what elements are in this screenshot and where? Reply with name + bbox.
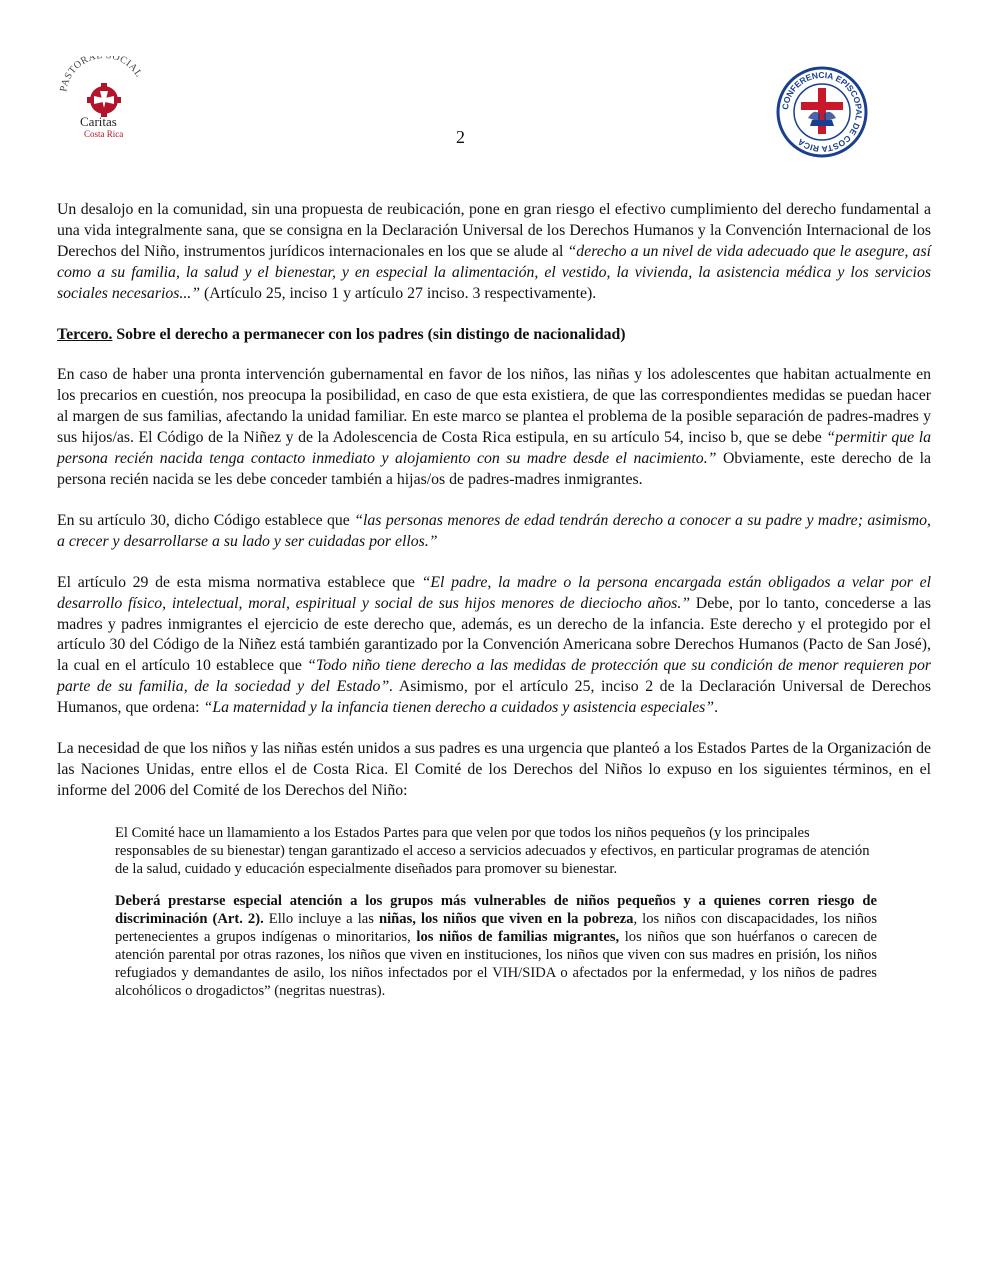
committee-block-quote xyxy=(57,824,931,1000)
quote-paragraph-1: El Comité hace un llamamiento a los Estados Partes para que velen por que todos los niños pequeños (y los principales responsables de su bienestar) tengan garantizado el acceso a servicios adecuados y efectivos, en particular programas de atención de la salud, cuidado y educación especialmente diseñados para promover su bienestar. xyxy=(115,824,870,877)
caritas-name: Caritas xyxy=(80,114,117,129)
section-label: Tercero. xyxy=(57,325,113,343)
caritas-arc-text: PASTORA OCIAL xyxy=(58,56,145,93)
seal-ring-text: CONFERENCIA EPISCOPAL DE COSTA RICA xyxy=(780,69,865,155)
paragraph-right-to-healthy-life: Un desalojo en la comunidad, sin una propuesta de reubicación, pone en gran riesgo el efectivo cumplimiento del derecho fundamental a una vida integralmente sana, que se consigna en la Declaración Universal de los Derechos Humanos y la Convención Internacional de los Derechos del Niño, instrumentos jurídicos internacionales en los que se alude al “derecho a un nivel de vida adecuado que le asegure, así como a su familia, la salud y el bienestar, y en especial la alimentación, el vestido, la vivienda, la asistencia médica y los servicios sociales necesarios...” (Artículo 25, inciso 1 y artículo 27 inciso. 3 respectivamente). xyxy=(57,201,931,302)
quote-article-25: “La maternidad y la infancia tienen derecho a cuidados y asistencia especiales” xyxy=(203,699,715,717)
paragraph-article-29: El artículo 29 de esta misma normativa establece que “El padre, la madre o la persona encargada están obligados a velar por el desarrollo físico, intelectual, moral, espiritual y social de sus hijos menores de dieciocho años.” Debe, por lo tanto, concederse a las madres y padres inmigrantes el ejercicio de este derecho que, además, es un derecho de la infancia. Este derecho y el protegido por el artículo 30 del Código de la Niñez está también garantizado por la Convención Americana sobre Derechos Humanos (Pacto de San José), la cual en el artículo 10 establece que “Todo niño tiene derecho a las medidas de protección que su condición de menor requieren por parte de su familia, de la sociedad y del Estado”. Asimismo, por el artículo 25, inciso 2 de la Declaración Universal de Derechos Humanos, que ordena: “La maternidad y la infancia tienen derecho a cuidados y asistencia especiales”. xyxy=(57,573,932,717)
page-number: 2 xyxy=(456,127,465,147)
document-body xyxy=(57,200,931,1018)
quote-article-29: “El padre, la madre o la persona encargada están obligados a velar por el desarrollo físico, intelectual, moral, espiritual y social de sus hijos menores de dieciocho años.” xyxy=(57,573,932,612)
paragraph-article-30: En su artículo 30, dicho Código establece que “las personas menores de edad tendrán derecho a conocer a su padre y madre; asimismo, a crecer y desarrollarse a su lado y ser cuidadas por ellos.” xyxy=(57,511,932,550)
paragraph-committee-intro: La necesidad de que los niños y las niñas estén unidos a sus padres es una urgencia que planteó a los Estados Partes de la Organización de las Naciones Unidas, entre ellos el de Costa Rica. El Comité de los Derechos del Niños lo expuso en los siguientes términos, en el informe del 2006 del Comité de los Derechos del Niño: xyxy=(57,740,931,799)
quote-udhr-living-standard: “derecho a un nivel de vida adecuado que le asegure, así como a su familia, la salud y el bienestar, y en especial la alimentación, el vestido, la vivienda, la asistencia médica y los servicios sociales necesarios...” xyxy=(57,242,931,302)
quote-article-10: “Todo niño tiene derecho a las medidas de protección que su condición de menor requieren por parte de su familia, de la sociedad y del Estado”. xyxy=(57,657,931,696)
quote-paragraph-2: Deberá prestarse especial atención a los grupos más vulnerables de niños pequeños y a quienes corren riesgo de discriminación (Art. 2). Ello incluye a las niñas, los niños que viven en la pobreza, los niños con discapacidades, los niños pertenecientes a grupos indígenas o minoritarios, los niños de familias migrantes, los niños que son huérfanos o carecen de atención parental por otras razones, los niños que viven en instituciones, los niños que viven con sus madres en prisión, los niños refugiados y demandantes de asilo, los niños infectados por el VIH/SIDA o afectados por la enfermedad, y los niños de padres alcohólicos o drogadictos” (negritas nuestras). xyxy=(115,892,877,999)
caritas-country: Costa Rica xyxy=(84,129,124,139)
paragraph-family-unity: En caso de haber una pronta intervención gubernamental en favor de los niños, las niñas y los adolescentes que habitan actualmente en los precarios en cuestión, nos preocupa la posibilidad, en caso de que esta existiera, de que las correspondientes medidas se puedan hacer al margen de sus familias, afectando la unidad familiar. En este marco se plantea el problema de la posible separación de padres-madres y sus hijos/as. El Código de la Niñez y de la Adolescencia de Costa Rica estipula, en su artículo 54, inciso b, que se debe “permitir que la persona recién nacida tenga contacto inmediato y alojamiento con su madre desde el nacimiento.” Obviamente, este derecho de la persona recién nacida se les debe conceder también a hijas/os de padres-madres inmigrantes. xyxy=(57,366,931,488)
section-title: Sobre el derecho a permanecer con los padres (sin distingo de nacionalidad) xyxy=(112,325,626,343)
quote-article-30: “las personas menores de edad tendrán derecho a conocer a su padre y madre; asimismo, a crecer y desarrollarse a su lado y ser cuidadas por ellos.” xyxy=(57,511,932,550)
quote-article-54: “permitir que la persona recién nacida tenga contacto inmediato y alojamiento con su madre desde el nacimiento.” xyxy=(57,429,931,468)
caritas-cross-icon xyxy=(87,83,121,117)
section-heading-tercero xyxy=(57,325,931,346)
